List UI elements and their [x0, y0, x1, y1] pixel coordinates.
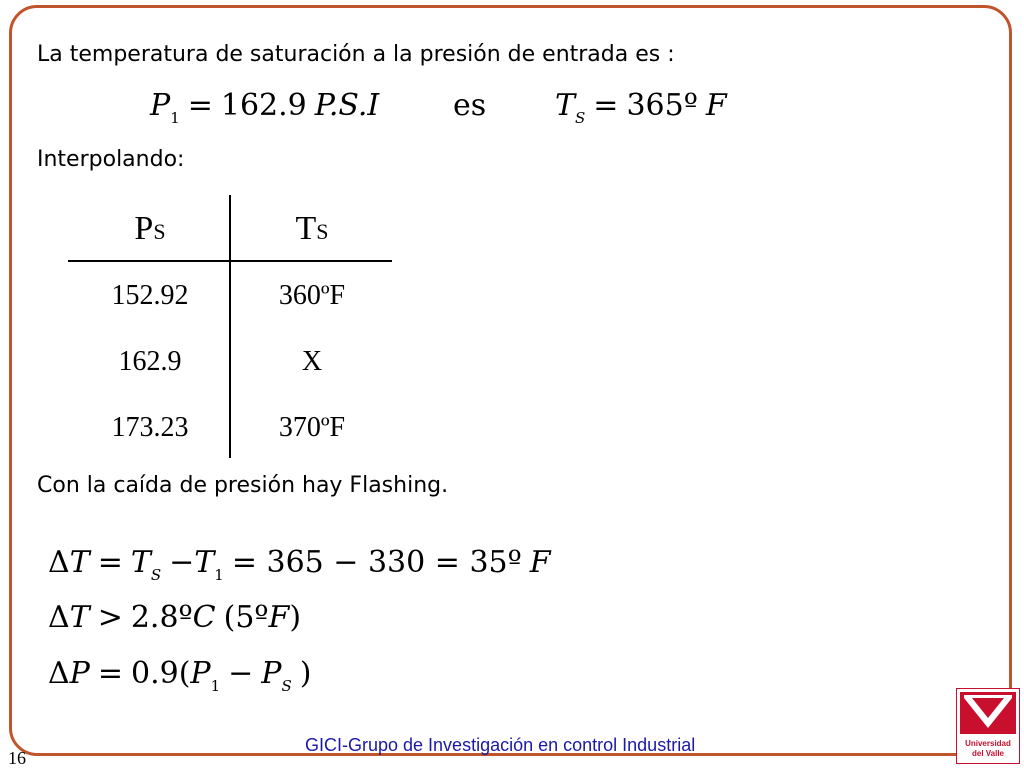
- delta-symbol: Δ: [48, 656, 70, 691]
- delta-symbol: Δ: [48, 600, 70, 635]
- equation-es: es: [453, 88, 487, 123]
- equation-delta-t-threshold: [48, 600, 301, 635]
- footer-text: GICI-Grupo de Investigación en control Industrial: [305, 735, 696, 755]
- page-number: 16: [8, 748, 26, 768]
- eq-dt-ts-sub: S: [150, 566, 162, 584]
- eq-gt-paren-open: (5º: [223, 600, 269, 635]
- eq-dp-close: ): [299, 656, 312, 691]
- table-cell: 162.9: [118, 346, 182, 377]
- eq-equals: =: [187, 88, 213, 123]
- eq-dp-p1: P: [190, 656, 211, 691]
- eq-dp-ps: P: [261, 656, 282, 691]
- interpolation-label: Interpolando:: [37, 147, 185, 172]
- eq-pressure-value: 162.9: [220, 88, 307, 123]
- table-cell: 360ºF: [278, 280, 346, 311]
- logo-text-line2: del Valle: [971, 749, 1005, 758]
- flashing-text: Con la caída de presión hay Flashing.: [37, 473, 449, 498]
- eq-gt-unit-f: F: [268, 600, 290, 635]
- table-cell: 370ºF: [278, 412, 346, 443]
- eq-gt-t: T: [69, 600, 90, 635]
- eq-gt-paren-close: ): [289, 600, 302, 635]
- eq-dt-equals: =: [97, 545, 123, 580]
- header-ps-sub: S: [153, 219, 166, 244]
- eq-dt-ts: T: [130, 545, 151, 580]
- eq-t-sub: S: [575, 109, 586, 127]
- university-logo: [956, 688, 1020, 764]
- header-ps-main: P: [134, 210, 154, 247]
- table-cell: X: [301, 346, 323, 377]
- eq-p: P: [150, 88, 171, 123]
- eq-dt-t1: T: [194, 545, 215, 580]
- eq-dp-minus: −: [228, 656, 254, 691]
- eq-gt-value: 2.8º: [130, 600, 193, 635]
- eq-pressure-unit: P.S.I: [314, 88, 380, 123]
- table-cell: 152.92: [111, 280, 189, 311]
- eq-dt-t: T: [69, 545, 90, 580]
- eq-temp-unit: F: [705, 88, 727, 123]
- delta-symbol: Δ: [48, 545, 70, 580]
- eq-dt-unit: F: [529, 545, 551, 580]
- university-logo-icon: [960, 692, 1016, 734]
- table-header-ps: [70, 210, 230, 248]
- eq-dt-t1-sub: 1: [214, 566, 224, 584]
- eq-gt-symbol: >: [97, 600, 123, 635]
- eq-equals-2: =: [593, 88, 619, 123]
- logo-text-line1: Universidad: [965, 739, 1011, 748]
- eq-dp-coef: 0.9(: [131, 656, 191, 691]
- eq-p-sub: 1: [170, 109, 180, 127]
- table-header-ts: [232, 210, 392, 248]
- eq-dp-ps-sub: S: [281, 677, 292, 695]
- eq-temp-value: 365º: [626, 88, 698, 123]
- table-header-divider: [68, 260, 392, 262]
- eq-t: T: [555, 88, 576, 123]
- eq-dp-equals: =: [97, 656, 123, 691]
- eq-gt-unit-c: C: [192, 600, 216, 635]
- table-cell: 173.23: [111, 412, 189, 443]
- equation-pressure-temperature: [150, 88, 380, 127]
- eq-dp-p: P: [69, 656, 90, 691]
- equation-delta-p: [48, 656, 312, 695]
- equation-delta-t: [48, 545, 551, 584]
- equation-ts: [555, 88, 727, 127]
- intro-text: La temperatura de saturación a la presión de entrada es :: [37, 42, 675, 67]
- eq-dt-minus: −: [169, 545, 195, 580]
- eq-dp-p1-sub: 1: [210, 677, 221, 695]
- header-ts-sub: S: [316, 219, 329, 244]
- header-ts-main: T: [295, 210, 317, 247]
- eq-dt-rhs: = 365 − 330 = 35º: [231, 545, 522, 580]
